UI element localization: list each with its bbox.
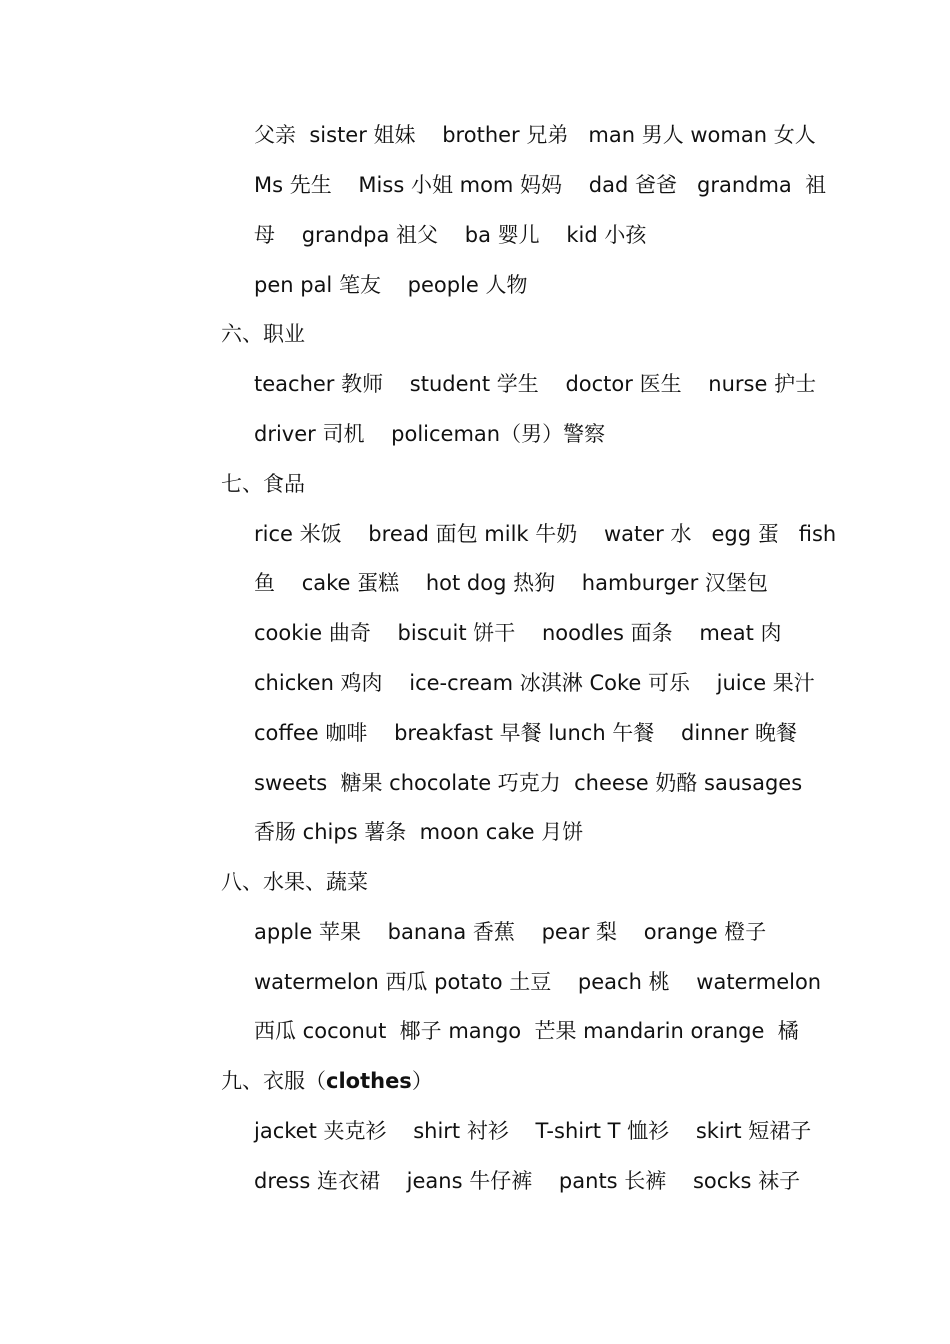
text-line-food-4: chicken 鸡肉 ice-cream 冰淇淋 Coke 可乐 juice 果汁 <box>254 671 815 695</box>
text-line-food-1: rice 米饭 bread 面包 milk 牛奶 water 水 egg 蛋 fish <box>254 522 837 546</box>
text-line-fruits-3: 西瓜 coconut 椰子 mango 芒果 mandarin orange 橘 <box>254 1019 799 1043</box>
text-line-clothes-2: dress 连衣裙 jeans 牛仔裤 pants 长裤 socks 袜子 <box>254 1169 801 1193</box>
text-line-food-2: 鱼 cake 蛋糕 hot dog 热狗 hamburger 汉堡包 <box>254 571 768 595</box>
text-line-food-7: 香肠 chips 薯条 moon cake 月饼 <box>254 820 584 844</box>
text-line-occupations-1: teacher 教师 student 学生 doctor 医生 nurse 护士 <box>254 372 817 396</box>
text-line-food-5: coffee 咖啡 breakfast 早餐 lunch 午餐 dinner 晚餐 <box>254 721 798 745</box>
text-line-fruits-1: apple 苹果 banana 香蕉 pear 梨 orange 橙子 <box>254 920 767 944</box>
section-heading-occupations: 六、职业 <box>221 322 305 346</box>
text-line-clothes-1: jacket 夹克衫 shirt 衬衫 T-shirt T 恤衫 skirt 短裙子 <box>254 1119 812 1143</box>
heading-suffix: ） <box>411 1069 433 1093</box>
text-line-family-4: pen pal 笔友 people 人物 <box>254 273 528 297</box>
text-line-family-2: Ms 先生 Miss 小姐 mom 妈妈 dad 爸爸 grandma 祖 <box>254 173 827 197</box>
text-line-family-1: 父亲 sister 姐妹 brother 兄弟 man 男人 woman 女人 <box>254 123 816 147</box>
section-heading-fruits-vegetables: 八、水果、蔬菜 <box>221 870 368 894</box>
heading-bold-word: clothes <box>326 1069 412 1093</box>
section-heading-clothes <box>221 1064 433 1098</box>
text-line-fruits-2: watermelon 西瓜 potato 土豆 peach 桃 watermelon <box>254 970 822 994</box>
text-line-occupations-2: driver 司机 policeman（男）警察 <box>254 422 606 446</box>
heading-prefix: 九、衣服（ <box>221 1069 326 1093</box>
text-line-food-6: sweets 糖果 chocolate 巧克力 cheese 奶酪 sausages <box>254 771 803 795</box>
section-heading-food: 七、食品 <box>221 472 305 496</box>
text-line-food-3: cookie 曲奇 biscuit 饼干 noodles 面条 meat 肉 <box>254 621 782 645</box>
text-line-family-3: 母 grandpa 祖父 ba 婴儿 kid 小孩 <box>254 223 647 247</box>
